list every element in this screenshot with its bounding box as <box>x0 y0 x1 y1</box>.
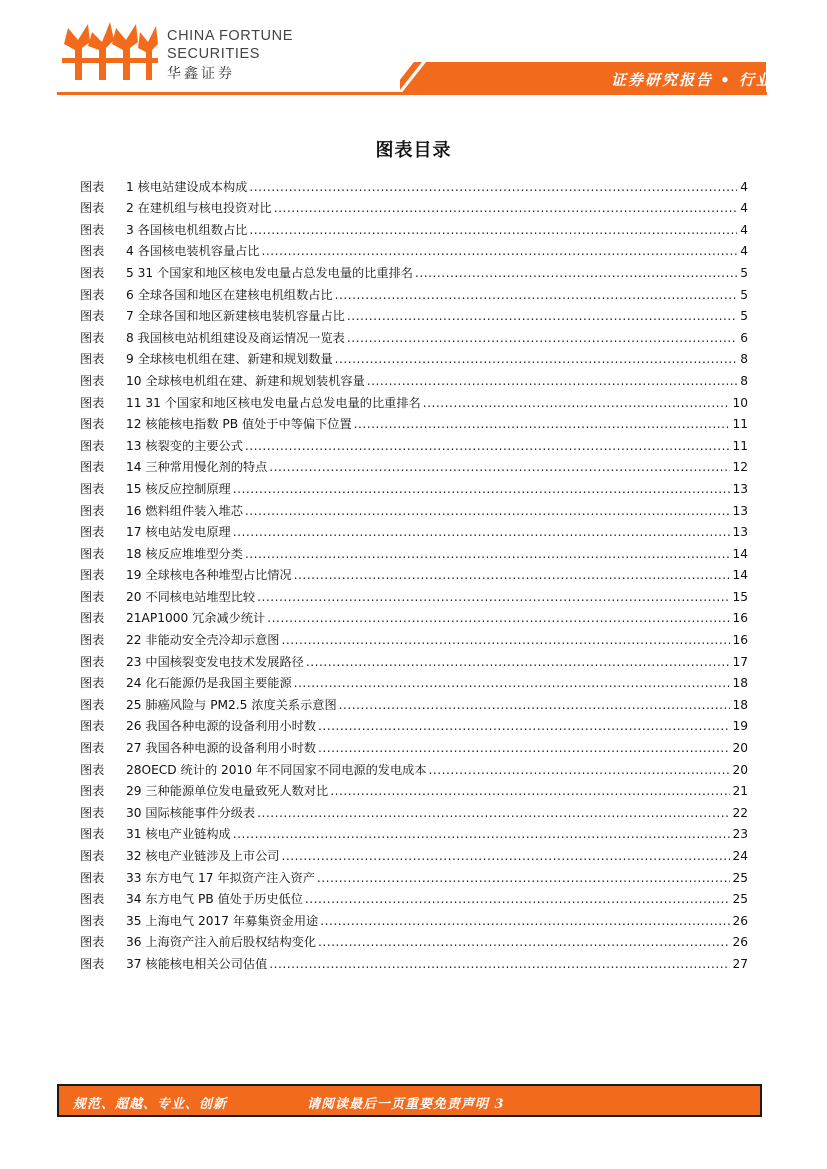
toc-leader-dots <box>233 481 731 497</box>
toc-leader-dots <box>318 718 730 734</box>
toc-entry-prefix: 图表 <box>80 633 105 648</box>
toc-leader-dots <box>347 330 737 346</box>
toc-entry[interactable] <box>80 346 748 368</box>
toc-entry-prefix: 图表 <box>80 654 105 669</box>
toc-entry-page: 8 <box>740 352 748 367</box>
toc-entry-label: 33 东方电气 17 年拟资产注入资产 <box>126 870 315 885</box>
toc-entry-page: 22 <box>732 805 748 820</box>
toc-entry-prefix: 图表 <box>80 460 105 475</box>
toc-leader-dots <box>249 179 737 195</box>
toc-entry-prefix: 图表 <box>80 395 105 410</box>
toc-leader-dots <box>347 308 737 324</box>
toc-entry-label: 15 核反应控制原理 <box>126 481 231 496</box>
toc-entry[interactable] <box>80 929 748 951</box>
toc-entry-label: 29 三种能源单位发电量致死人数对比 <box>126 784 329 799</box>
toc-leader-dots <box>262 243 737 259</box>
toc-entry[interactable] <box>80 670 748 692</box>
toc-entry-prefix: 图表 <box>80 352 105 367</box>
toc-entry-prefix: 图表 <box>80 438 105 453</box>
toc-entry[interactable] <box>80 713 748 735</box>
toc-entry[interactable] <box>80 756 748 778</box>
toc-entry[interactable] <box>80 605 748 627</box>
toc-entry[interactable] <box>80 691 748 713</box>
toc-entry-prefix: 图表 <box>80 417 105 432</box>
toc-entry[interactable] <box>80 259 748 281</box>
toc-entry-label: 36 上海资产注入前后股权结构变化 <box>126 935 317 950</box>
toc-entry-page: 5 <box>740 309 748 324</box>
toc-entry-prefix: 图表 <box>80 870 105 885</box>
toc-entry-prefix: 图表 <box>80 330 105 345</box>
toc-entry[interactable] <box>80 497 748 519</box>
toc-leader-dots <box>306 654 731 670</box>
toc-entry-label: 13 核裂变的主要公式 <box>126 438 243 453</box>
company-name-en-line2: SECURITIES <box>167 46 261 62</box>
toc-entry[interactable] <box>80 454 748 476</box>
toc-entry[interactable] <box>80 238 748 260</box>
toc-entry-prefix: 图表 <box>80 546 105 561</box>
toc-entry[interactable] <box>80 842 748 864</box>
toc-entry-page: 24 <box>732 849 748 863</box>
toc-leader-dots <box>317 870 731 886</box>
toc-entry-prefix: 图表 <box>80 222 105 237</box>
toc-entry-page: 17 <box>732 654 748 669</box>
toc-entry-page: 25 <box>732 870 748 885</box>
toc-entry[interactable] <box>80 907 748 929</box>
toc-leader-dots <box>305 891 731 907</box>
toc-entry-page: 23 <box>732 827 748 842</box>
footer-slogan: 规范、超越、专业、创新 <box>73 1097 228 1112</box>
footer-disclaimer: 请阅读最后一页重要免责声明 3 <box>307 1097 505 1112</box>
toc-entry-label: 14 三种常用慢化剂的特点 <box>126 460 268 475</box>
toc-entry-label: 2 在建机组与核电投资对比 <box>126 201 272 216</box>
toc-entry-prefix: 图表 <box>80 611 105 626</box>
toc-entry-prefix: 图表 <box>80 849 105 863</box>
toc-leader-dots <box>245 438 731 454</box>
toc-entry-label: 3 各国核电机组数占比 <box>126 222 248 237</box>
toc-entry-label: 10 全球核电机组在建、新建和规划装机容量 <box>126 373 365 388</box>
toc-entry-page: 11 <box>732 438 748 453</box>
toc-entry[interactable] <box>80 195 748 217</box>
toc-leader-dots <box>294 567 731 583</box>
toc-entry-page: 4 <box>740 201 748 216</box>
toc-entry-prefix: 图表 <box>80 784 105 799</box>
toc-entry-prefix: 图表 <box>80 805 105 820</box>
toc-entry-label: 16 燃料组件装入堆芯 <box>126 503 243 518</box>
report-type-label: 证券研究报告 • 行业报告 <box>610 71 807 89</box>
toc-entry-label: 9 全球核电机组在建、新建和规划数量 <box>126 352 333 367</box>
toc-entry[interactable] <box>80 216 748 238</box>
toc-entry-prefix: 图表 <box>80 481 105 496</box>
toc-leader-dots <box>257 805 730 821</box>
toc-entry-prefix: 图表 <box>80 913 105 928</box>
toc-entry-page: 6 <box>740 330 748 345</box>
toc-entry-label: 37 核能核电相关公司估值 <box>126 956 268 971</box>
toc-entry-label: 7 全球各国和地区新建核电装机容量占比 <box>126 309 345 324</box>
toc-entry[interactable] <box>80 519 748 541</box>
toc-entry-label: 11 31 个国家和地区核电发电量占总发电量的比重排名 <box>126 395 421 410</box>
toc-entry-page: 21 <box>732 784 748 799</box>
toc-entry-prefix: 图表 <box>80 309 105 324</box>
toc-entry-page: 16 <box>732 611 748 626</box>
toc-entry[interactable] <box>80 540 748 562</box>
toc-entry-page: 13 <box>732 503 748 518</box>
toc-leader-dots <box>294 675 731 691</box>
header-divider <box>57 92 767 95</box>
toc-entry-label: 12 核能核电指数 PB 值处于中等偏下位置 <box>126 417 352 432</box>
toc-entry-page: 19 <box>732 719 748 734</box>
toc-entry-prefix: 图表 <box>80 676 105 691</box>
toc-entry-prefix: 图表 <box>80 719 105 734</box>
toc-entry-page: 11 <box>732 417 748 432</box>
toc-leader-dots <box>330 783 730 799</box>
toc-entry[interactable] <box>80 432 748 454</box>
toc-entry-page: 18 <box>732 697 748 712</box>
toc-entry-label: 28OECD 统计的 2010 年不同国家不同电源的发电成本 <box>126 762 427 777</box>
toc-entry[interactable] <box>80 886 748 908</box>
toc-leader-dots <box>233 524 731 540</box>
toc-leader-dots <box>339 697 731 713</box>
toc-entry-label: 31 核电产业链构成 <box>126 827 231 842</box>
toc-entry-prefix: 图表 <box>80 201 105 216</box>
toc-entry-prefix: 图表 <box>80 956 105 971</box>
toc-entry-page: 27 <box>732 956 748 971</box>
toc-entry[interactable] <box>80 648 748 670</box>
toc-entry-page: 4 <box>740 244 748 259</box>
toc-entry-page: 13 <box>732 525 748 540</box>
toc-leader-dots <box>281 848 730 864</box>
toc-entry-label: 18 核反应堆堆型分类 <box>126 546 243 561</box>
toc-leader-dots <box>249 222 737 238</box>
toc-entry-label: 19 全球核电各种堆型占比情况 <box>126 568 292 583</box>
toc-entry-label: 17 核电站发电原理 <box>126 525 231 540</box>
toc-entry-label: 32 核电产业链涉及上市公司 <box>126 849 280 863</box>
company-name <box>167 27 293 82</box>
toc-entry-prefix: 图表 <box>80 287 105 302</box>
toc-leader-dots <box>320 913 730 929</box>
toc-entry-page: 26 <box>732 913 748 928</box>
company-logo-icon <box>60 18 160 86</box>
toc-entry-page: 10 <box>732 395 748 410</box>
toc-entry-label: 20 不同核电站堆型比较 <box>126 589 256 604</box>
toc-leader-dots <box>335 351 737 367</box>
toc-leader-dots <box>267 610 730 626</box>
toc-leader-dots <box>335 287 737 303</box>
page-title: 图表目录 <box>375 140 452 161</box>
toc-entry[interactable] <box>80 475 748 497</box>
toc-entry-page: 4 <box>740 179 748 194</box>
toc-leader-dots <box>367 373 737 389</box>
toc-entry-label: 35 上海电气 2017 年募集资金用途 <box>126 913 319 928</box>
toc-leader-dots <box>415 265 737 281</box>
toc-leader-dots <box>257 589 730 605</box>
toc-entry-page: 14 <box>732 546 748 561</box>
page-header <box>0 0 827 100</box>
toc-entry-label: 21AP1000 冗余减少统计 <box>126 611 266 626</box>
toc-leader-dots <box>318 934 730 950</box>
toc-entry-label: 1 核电站建设成本构成 <box>126 179 248 194</box>
toc-entry-page: 12 <box>732 460 748 475</box>
toc-entry[interactable] <box>80 734 748 756</box>
toc-entry-label: 5 31 个国家和地区核电发电量占总发电量的比重排名 <box>126 265 413 280</box>
toc-entry-page: 4 <box>740 222 748 237</box>
toc-entry-prefix: 图表 <box>80 697 105 712</box>
company-name-en-line1: CHINA FORTUNE <box>167 28 293 44</box>
toc-entry[interactable] <box>80 303 748 325</box>
toc-entry-prefix: 图表 <box>80 244 105 259</box>
toc-entry[interactable] <box>80 281 748 303</box>
toc-entry-label: 25 肺癌风险与 PM2.5 浓度关系示意图 <box>126 697 337 712</box>
toc-entry[interactable] <box>80 389 748 411</box>
toc-entry[interactable] <box>80 411 748 433</box>
toc-entry[interactable] <box>80 950 748 972</box>
toc-leader-dots <box>269 956 730 972</box>
toc-leader-dots <box>245 503 731 519</box>
toc-leader-dots <box>318 740 730 756</box>
toc-entry-prefix: 图表 <box>80 568 105 583</box>
toc-entry-label: 27 我国各种电源的设备利用小时数 <box>126 741 317 756</box>
toc-entry-prefix: 图表 <box>80 373 105 388</box>
toc-leader-dots <box>269 459 730 475</box>
toc-entry-page: 14 <box>732 568 748 583</box>
toc-entry-page: 25 <box>732 892 748 907</box>
toc-leader-dots <box>274 200 737 216</box>
toc-leader-dots <box>423 395 731 411</box>
toc-entry-label: 30 国际核能事件分级表 <box>126 805 256 820</box>
toc-entry[interactable] <box>80 799 748 821</box>
toc-entry[interactable] <box>80 562 748 584</box>
company-name-cn: 华鑫证券 <box>167 65 235 81</box>
toc-entry-prefix: 图表 <box>80 762 105 777</box>
toc-entry[interactable] <box>80 821 748 843</box>
toc-entry-label: 23 中国核裂变发电技术发展路径 <box>126 654 304 669</box>
toc-entry-label: 8 我国核电站机组建设及商运情况一览表 <box>126 330 345 345</box>
toc-entry-page: 16 <box>732 633 748 648</box>
toc-entry-page: 8 <box>740 373 748 388</box>
toc-entry-label: 34 东方电气 PB 值处于历史低位 <box>126 892 303 907</box>
toc-entry-page: 5 <box>740 265 748 280</box>
toc-entry-prefix: 图表 <box>80 503 105 518</box>
toc-entry[interactable] <box>80 367 748 389</box>
toc-entry-page: 20 <box>732 762 748 777</box>
toc-entry-prefix: 图表 <box>80 525 105 540</box>
toc-leader-dots <box>429 762 731 778</box>
toc-entry-prefix: 图表 <box>80 265 105 280</box>
toc-entry-label: 24 化石能源仍是我国主要能源 <box>126 676 292 691</box>
toc-entry[interactable] <box>80 324 748 346</box>
figure-list <box>80 173 748 972</box>
toc-entry-page: 13 <box>732 481 748 496</box>
toc-entry[interactable] <box>80 173 748 195</box>
toc-entry-prefix: 图表 <box>80 589 105 604</box>
toc-entry[interactable] <box>80 778 748 800</box>
toc-entry-page: 15 <box>732 589 748 604</box>
toc-entry-page: 26 <box>732 935 748 950</box>
toc-entry-prefix: 图表 <box>80 179 105 194</box>
toc-leader-dots <box>281 632 730 648</box>
toc-leader-dots <box>354 416 731 432</box>
toc-entry[interactable] <box>80 864 748 886</box>
toc-entry-page: 20 <box>732 741 748 756</box>
toc-entry-label: 26 我国各种电源的设备利用小时数 <box>126 719 317 734</box>
toc-entry-label: 4 各国核电装机容量占比 <box>126 244 260 259</box>
toc-entry-label: 6 全球各国和地区在建核电机组数占比 <box>126 287 333 302</box>
toc-entry-label: 22 非能动安全壳冷却示意图 <box>126 633 280 648</box>
toc-entry[interactable] <box>80 583 748 605</box>
page-footer <box>57 1084 762 1117</box>
toc-entry-prefix: 图表 <box>80 935 105 950</box>
toc-entry-page: 5 <box>740 287 748 302</box>
toc-entry-prefix: 图表 <box>80 892 105 907</box>
toc-entry-prefix: 图表 <box>80 741 105 756</box>
toc-leader-dots <box>233 826 731 842</box>
toc-entry-prefix: 图表 <box>80 827 105 842</box>
toc-leader-dots <box>245 546 731 562</box>
toc-entry-page: 18 <box>732 676 748 691</box>
toc-entry[interactable] <box>80 626 748 648</box>
